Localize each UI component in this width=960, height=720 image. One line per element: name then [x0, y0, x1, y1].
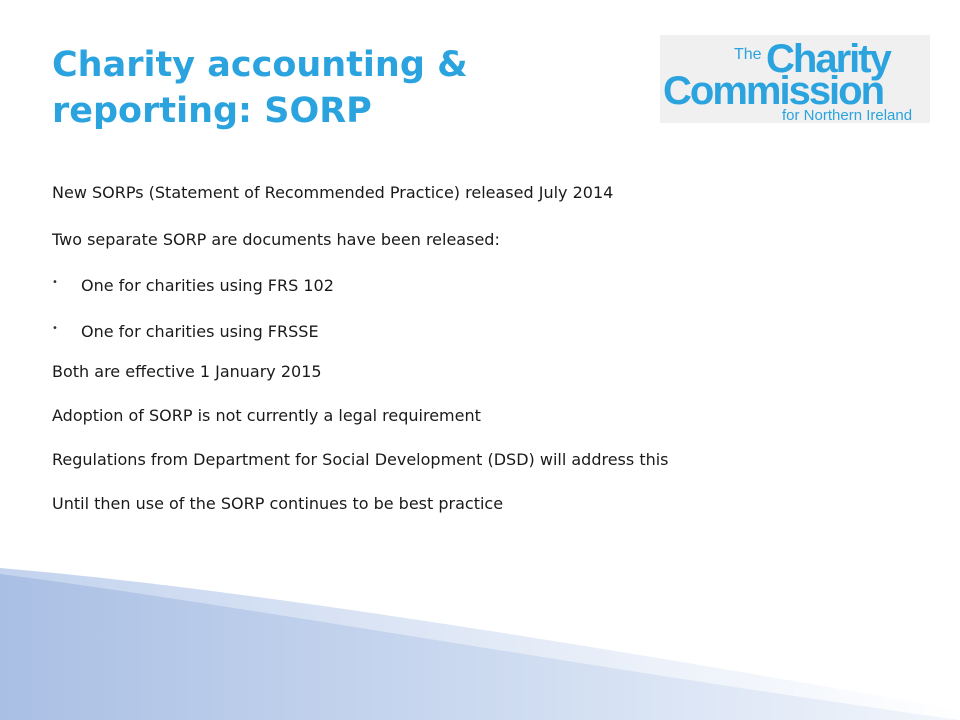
bullet-dot-icon: • [52, 277, 58, 288]
logo-text-charity: Charity [766, 37, 890, 81]
paragraph-effective-date: Both are effective 1 January 2015 [52, 362, 322, 381]
bullet-dot-icon: • [52, 323, 58, 334]
logo-text-the: The [734, 46, 762, 63]
logo-text-region: for Northern Ireland [782, 107, 913, 123]
decorative-swoosh [0, 560, 960, 720]
title-line-2: reporting: SORP [52, 91, 372, 131]
logo-text-commission: Commission [663, 69, 884, 113]
paragraph-two-documents: Two separate SORP are documents have been released: [52, 230, 500, 249]
paragraph-sorp-release: New SORPs (Statement of Recommended Practice) released July 2014 [52, 183, 614, 202]
bullet-text-frs102: One for charities using FRS 102 [81, 276, 334, 295]
logo-graphic [660, 35, 930, 123]
paragraph-adoption: Adoption of SORP is not currently a legal requirement [52, 406, 481, 425]
paragraph-best-practice: Until then use of the SORP continues to be best practice [52, 494, 504, 513]
paragraph-regulations: Regulations from Department for Social Development (DSD) will address this [52, 450, 669, 469]
bullet-text-frsse: One for charities using FRSSE [81, 322, 319, 341]
charity-commission-logo [660, 35, 930, 123]
slide-title [52, 42, 612, 134]
title-line-1: Charity accounting & [52, 45, 468, 85]
